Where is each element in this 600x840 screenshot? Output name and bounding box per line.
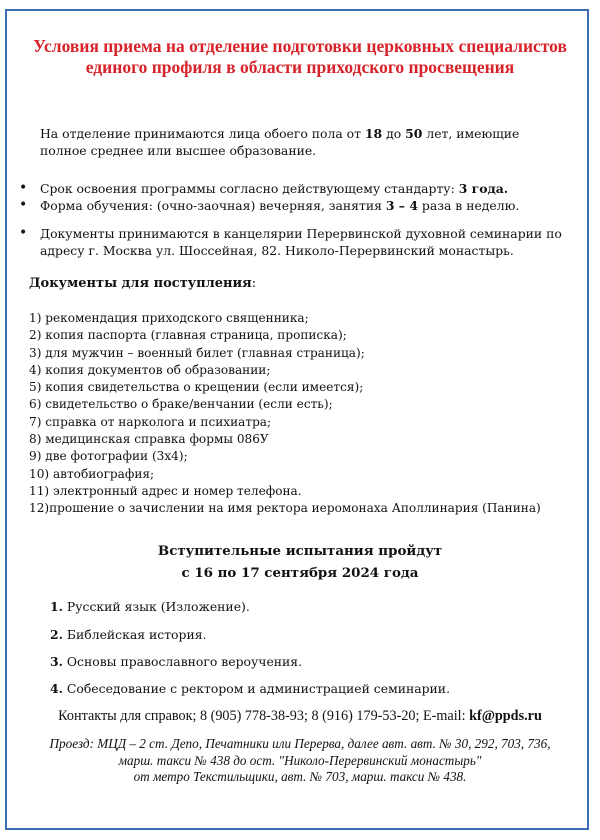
form-label: Форма обучения: (очно-заочная) вечерняя, занятия [40, 198, 386, 213]
subject-number: 3. [50, 654, 63, 669]
subject-text: Библейская история. [66, 627, 207, 642]
document-item: 11) электронный адрес и номер телефона. [29, 483, 302, 498]
document-item: 6) свидетельство о браке/венчании (если есть); [29, 397, 333, 412]
document-item: 3) для мужчин – военный билет (главная страница); [29, 345, 365, 360]
page-title: Условия приема на отделение подготовки церковных специалистов единого профиля в области приходского просвещения [33, 36, 567, 77]
document-item: 2) копия паспорта (главная страница, прописка); [29, 328, 347, 343]
form-tail: раза в неделю. [417, 198, 520, 213]
intro-mid: до [382, 126, 406, 141]
subject-text: Русский язык (Изложение). [66, 599, 250, 614]
contacts-label: Контакты для справок; 8 (905) 778-38-93; 8 (916) 179-53-20; E-mail: [58, 708, 470, 724]
document-item: 12)прошение о зачислении на имя ректора иеромонаха Аполлинария (Панина) [29, 501, 541, 516]
route-line: от метро Текстильщики, авт. № 703, марш. такси № 438. [133, 769, 467, 784]
bullet-dot: • [19, 197, 28, 213]
subject-text: Основы православного вероучения. [66, 654, 303, 669]
bullet-dot: • [19, 225, 28, 241]
exam-header [60, 540, 540, 584]
bullet-form [40, 197, 588, 214]
bullet-documents: Документы принимаются в канцелярии Перервинской духовной семинарии по адресу г. Москва ул. Шоссейная, 82. Николо-Перервинский монастырь. [40, 226, 562, 258]
route-info [20, 736, 580, 786]
documents-heading [29, 276, 256, 291]
form-value: 3 – 4 [385, 198, 418, 213]
document-item: 9) две фотографии (3х4); [29, 449, 188, 464]
subject-text: Собеседование с ректором и администрацией семинарии. [66, 681, 451, 696]
bullet-dot: • [19, 180, 28, 196]
document-item: 1) рекомендация приходского священника; [29, 311, 309, 325]
term-label: Срок освоения программы согласно действующему стандарту: [40, 181, 459, 196]
exam-dates: с 16 по 17 сентября 2024 года [181, 565, 419, 581]
intro-after: лет, имеющие полное среднее или высшее образование. [40, 126, 520, 158]
age-from: 18 [364, 126, 383, 141]
document-item: 10) автобиография; [29, 466, 155, 481]
intro-text: На отделение принимаются лица обоего пола от [40, 126, 365, 141]
subject-item [50, 627, 206, 642]
document-item: 7) справка от нарколога и психиатра; [29, 414, 272, 429]
subject-number: 4. [50, 681, 63, 696]
subject-number: 2. [50, 627, 63, 642]
subject-item [50, 599, 250, 614]
document-item: 8) медицинская справка формы 086У [29, 432, 269, 447]
document-item: 4) копия документов об образовании; [29, 362, 271, 377]
documents-heading-colon: : [251, 276, 257, 291]
contacts [0, 708, 600, 725]
email-link[interactable]: kf@ppds.ru [469, 708, 542, 724]
term-value: 3 года. [458, 181, 509, 196]
subject-number: 1. [50, 599, 63, 614]
documents-list [29, 311, 589, 519]
subject-item [50, 654, 302, 669]
intro-paragraph [40, 125, 558, 159]
age-to: 50 [405, 126, 423, 141]
exam-title: Вступительные испытания пройдут [157, 543, 443, 559]
bullet-term [40, 180, 588, 197]
document-item: 5) копия свидетельства о крещении (если имеется); [29, 380, 364, 395]
subject-item [50, 681, 450, 696]
documents-heading-text: Документы для поступления [29, 276, 252, 291]
route-line: Проезд: МЦД – 2 ст. Депо, Печатники или Перерва, далее авт. авт. № 30, 292, 703, 736, [49, 736, 551, 751]
route-line: марш. такси № 438 до ост. "Николо-Перервинский монастырь" [118, 752, 482, 768]
